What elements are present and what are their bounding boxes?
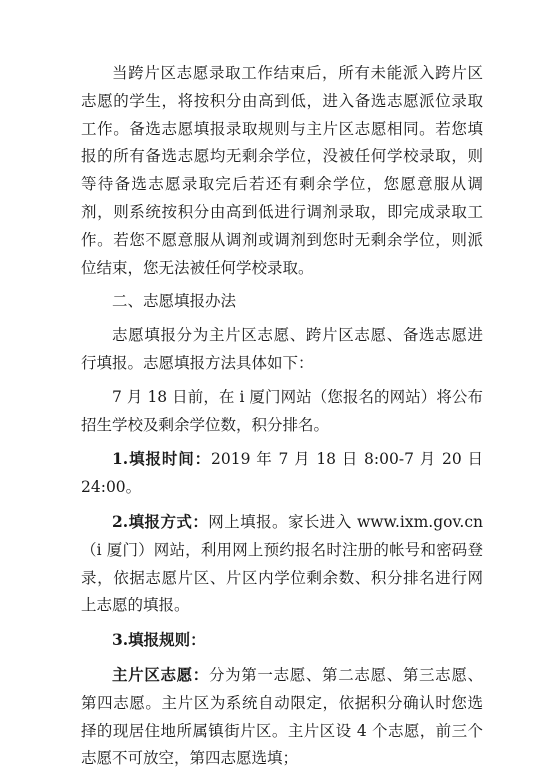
paragraph-application-intro bbox=[81, 322, 483, 378]
paragraph-text: 志愿填报分为主片区志愿、跨片区志愿、备选志愿进行填报。志愿填报方法具体如下： bbox=[81, 326, 483, 372]
paragraph-main-district bbox=[81, 661, 483, 773]
paragraph-application-time bbox=[81, 445, 483, 502]
section-heading-text: 二、志愿填报办法 bbox=[112, 292, 237, 311]
paragraph-text: 当跨片区志愿录取工作结束后，所有未能派入跨片区志愿的学生，将按积分由高到低，进入备选志愿派位录取工作。备选志愿填报录取规则与主片区志愿相同。若您填报的所有备选志愿均无剩余学位，没被任何学校录取，则等待备选志愿录取完后若还有剩余学位，您愿意服从调剂，则系统按积分由高到低进行调剂录取，即完成录取工作。若您不愿意服从调剂或调剂到您时无剩余学位，则派位结束，您无法被任何学校录取。 bbox=[81, 64, 483, 277]
item-label: 主片区志愿： bbox=[112, 664, 209, 684]
paragraph-text: 网上填报。家长进入 www.ixm.gov.cn（i 厦门）网站，利用网上预约报名时注册的帐号和密码登录，依据志愿片区、片区内学位剩余数、积分排名进行网上志愿的填报。 bbox=[81, 512, 484, 615]
paragraph-announcement-date bbox=[81, 384, 483, 440]
section-heading-application-method bbox=[81, 288, 483, 316]
item-label: 1.填报时间： bbox=[112, 449, 211, 469]
paragraph-backup-admission bbox=[81, 60, 483, 282]
paragraph-text: 7 月 18 日前，在 i 厦门网站（您报名的网站）将公布招生学校及剩余学位数，积分排名。 bbox=[81, 387, 483, 434]
paragraph-application-rules bbox=[81, 626, 483, 655]
item-label: 2.填报方式： bbox=[112, 511, 209, 531]
paragraph-text: 2019 年 7 月 18 日 8:00-7 月 20 日 24:00。 bbox=[81, 450, 483, 497]
document-page bbox=[81, 60, 483, 779]
paragraph-application-way bbox=[81, 508, 483, 620]
paragraph-text: 分为第一志愿、第二志愿、第三志愿、第四志愿。主片区为系统自动限定，依据积分确认时您选择的现居住地所属镇街片区。主片区设 4 个志愿，前三个志愿不可放空，第四志愿选填； bbox=[81, 665, 483, 768]
item-label: 3.填报规则： bbox=[112, 630, 206, 650]
